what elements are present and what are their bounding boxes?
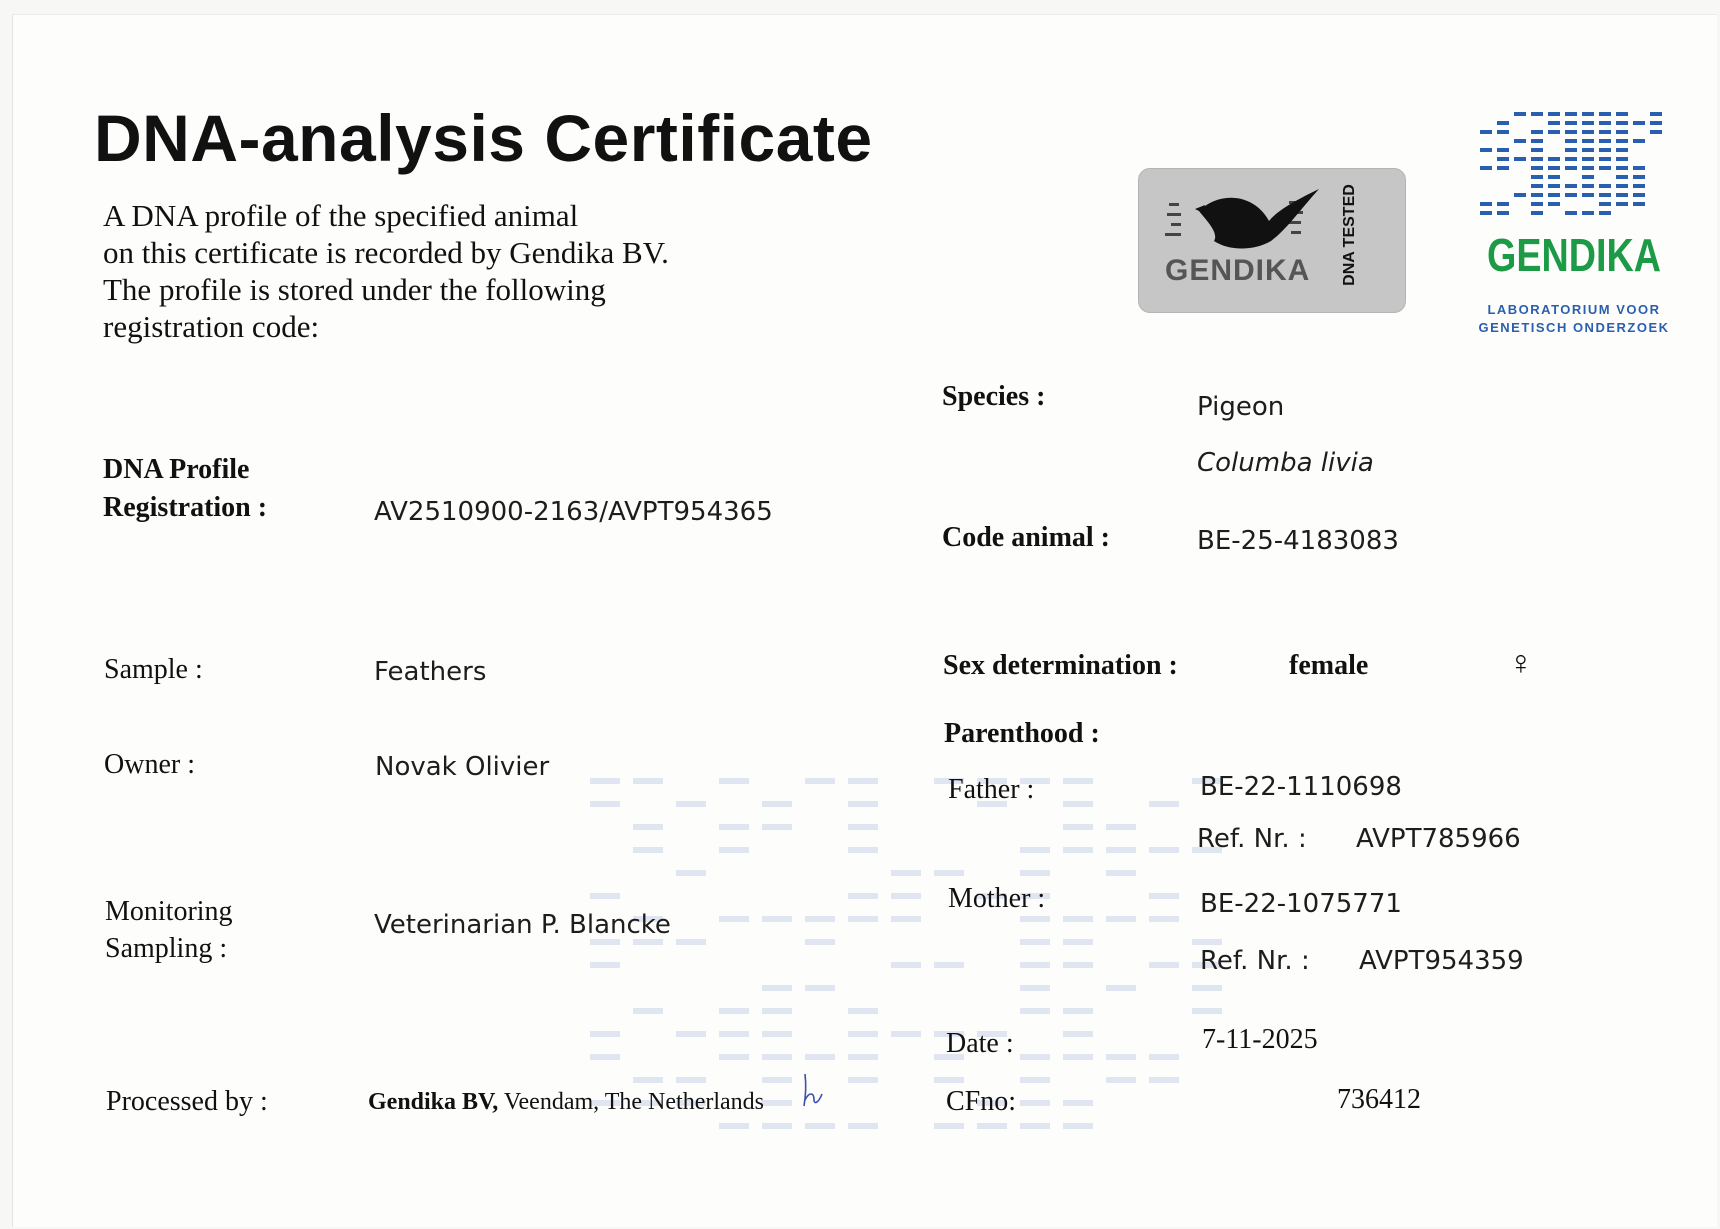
watermark-dash bbox=[1020, 985, 1050, 991]
logo-dash bbox=[1616, 112, 1628, 116]
watermark-dash bbox=[1063, 962, 1093, 968]
watermark-dash bbox=[891, 893, 921, 899]
watermark-dash bbox=[590, 778, 620, 784]
intro-line: A DNA profile of the specified animal bbox=[103, 198, 579, 233]
logo-dash bbox=[1599, 166, 1611, 170]
owner-label: Owner : bbox=[104, 749, 195, 780]
watermark-dash bbox=[676, 1077, 706, 1083]
dna-registration-value: AV2510900-2163/AVPT954365 bbox=[374, 497, 773, 527]
intro-paragraph bbox=[103, 197, 803, 345]
mother-ref-label: Ref. Nr. : bbox=[1200, 946, 1310, 976]
watermark-dash bbox=[934, 870, 964, 876]
female-symbol-icon: ♀ bbox=[1508, 645, 1534, 682]
watermark-dash bbox=[848, 801, 878, 807]
processed-label: Processed by : bbox=[106, 1086, 268, 1117]
logo-dash bbox=[1565, 139, 1577, 143]
logo-dash bbox=[1548, 112, 1560, 116]
logo-dash bbox=[1514, 157, 1526, 161]
owner-value: Novak Olivier bbox=[375, 752, 550, 782]
logo-dash bbox=[1616, 193, 1628, 197]
logo-dash bbox=[1633, 175, 1645, 179]
logo-dash bbox=[1582, 211, 1594, 215]
watermark-dash bbox=[1063, 824, 1093, 830]
logo-dash bbox=[1582, 139, 1594, 143]
watermark-dash bbox=[891, 870, 921, 876]
watermark-dash bbox=[719, 1054, 749, 1060]
logo-dash bbox=[1599, 202, 1611, 206]
intro-line: on this certificate is recorded by Gendika BV. bbox=[103, 235, 669, 270]
logo-dash bbox=[1548, 193, 1560, 197]
watermark-dash bbox=[1063, 801, 1093, 807]
logo-dash bbox=[1633, 184, 1645, 188]
watermark-dash bbox=[762, 1123, 792, 1129]
cfno-value: 736412 bbox=[1337, 1084, 1421, 1115]
watermark-dash bbox=[805, 778, 835, 784]
watermark-dash bbox=[1192, 985, 1222, 991]
logo-dash bbox=[1514, 139, 1526, 143]
monitoring-value: Veterinarian P. Blancke bbox=[374, 910, 671, 940]
watermark-dash bbox=[1020, 939, 1050, 945]
watermark-dash bbox=[719, 824, 749, 830]
dna-logo-icon bbox=[1474, 110, 1674, 218]
watermark-dash bbox=[1192, 939, 1222, 945]
logo-name: GENDIKA bbox=[1487, 229, 1661, 281]
monitoring-label: Monitoring bbox=[105, 896, 233, 927]
logo-dash bbox=[1497, 157, 1509, 161]
watermark-dash bbox=[934, 1123, 964, 1129]
logo-dash bbox=[1599, 112, 1611, 116]
logo-dash bbox=[1565, 193, 1577, 197]
logo-dash bbox=[1599, 157, 1611, 161]
watermark-dash bbox=[848, 824, 878, 830]
watermark-dash bbox=[633, 1008, 663, 1014]
logo-dash bbox=[1582, 184, 1594, 188]
species-label: Species : bbox=[942, 381, 1046, 412]
logo-dash bbox=[1650, 130, 1662, 134]
gendika-logo bbox=[1464, 110, 1684, 340]
logo-dash bbox=[1633, 139, 1645, 143]
sample-label: Sample : bbox=[104, 654, 203, 685]
code-animal-value: BE-25-4183083 bbox=[1197, 526, 1399, 556]
logo-dash bbox=[1565, 121, 1577, 125]
watermark-dash bbox=[1063, 1008, 1093, 1014]
watermark-dash bbox=[805, 1054, 835, 1060]
logo-dash bbox=[1616, 157, 1628, 161]
watermark-dash bbox=[1020, 962, 1050, 968]
logo-dash bbox=[1616, 175, 1628, 179]
watermark-dash bbox=[848, 1054, 878, 1060]
watermark-dash bbox=[891, 916, 921, 922]
logo-subtitle: LABORATORIUM VOOR bbox=[1487, 302, 1661, 317]
logo-dash bbox=[1531, 148, 1543, 152]
logo-dash bbox=[1497, 166, 1509, 170]
logo-dash bbox=[1599, 184, 1611, 188]
watermark-dash bbox=[1063, 1123, 1093, 1129]
watermark-dash bbox=[1063, 1100, 1093, 1106]
logo-dash bbox=[1582, 148, 1594, 152]
watermark-dash bbox=[633, 778, 663, 784]
watermark-dash bbox=[1063, 916, 1093, 922]
watermark-dash bbox=[1149, 962, 1179, 968]
dna-tested-stamp bbox=[1138, 168, 1406, 313]
logo-dash bbox=[1582, 130, 1594, 134]
intro-line: registration code: bbox=[103, 309, 320, 344]
watermark-dash bbox=[805, 916, 835, 922]
watermark-dash bbox=[590, 893, 620, 899]
certificate-title: DNA-analysis Certificate bbox=[94, 101, 873, 175]
cfno-label: CFno: bbox=[946, 1086, 1017, 1117]
watermark-dash bbox=[1063, 1054, 1093, 1060]
watermark-dash bbox=[719, 1008, 749, 1014]
watermark-dash bbox=[762, 985, 792, 991]
parenthood-label: Parenthood : bbox=[944, 718, 1100, 749]
watermark-dash bbox=[762, 1031, 792, 1037]
logo-dash bbox=[1480, 148, 1492, 152]
watermark-dash bbox=[1020, 1123, 1050, 1129]
species-latin-value: Columba livia bbox=[1197, 448, 1374, 478]
logo-dash bbox=[1480, 166, 1492, 170]
logo-dash bbox=[1531, 166, 1543, 170]
logo-dash bbox=[1548, 121, 1560, 125]
sampling-label: Sampling : bbox=[105, 933, 228, 964]
watermark-dash bbox=[590, 1054, 620, 1060]
stamp-vertical-label bbox=[1335, 174, 1365, 304]
logo-dash bbox=[1497, 148, 1509, 152]
logo-dash bbox=[1548, 175, 1560, 179]
watermark-dash bbox=[633, 1077, 663, 1083]
watermark-dash bbox=[676, 939, 706, 945]
logo-dash bbox=[1531, 139, 1543, 143]
logo-dash bbox=[1616, 184, 1628, 188]
logo-dash bbox=[1616, 139, 1628, 143]
logo-dash bbox=[1565, 211, 1577, 215]
watermark-dash bbox=[1106, 1054, 1136, 1060]
watermark-dash bbox=[1106, 985, 1136, 991]
watermark-dash bbox=[1020, 847, 1050, 853]
watermark-dash bbox=[633, 847, 663, 853]
watermark-dash bbox=[1149, 893, 1179, 899]
logo-dash bbox=[1616, 148, 1628, 152]
mother-label: Mother : bbox=[948, 883, 1046, 914]
code-animal-label: Code animal : bbox=[942, 522, 1110, 553]
watermark-dash bbox=[1020, 1008, 1050, 1014]
initials-mark bbox=[800, 1070, 826, 1110]
logo-dash bbox=[1616, 130, 1628, 134]
watermark-dash bbox=[805, 1123, 835, 1129]
watermark-dash bbox=[1149, 1077, 1179, 1083]
sex-determination-label: Sex determination : bbox=[943, 650, 1178, 681]
watermark-dash bbox=[719, 778, 749, 784]
watermark-dash bbox=[633, 824, 663, 830]
sample-value: Feathers bbox=[374, 657, 487, 687]
logo-dash bbox=[1531, 175, 1543, 179]
logo-dash bbox=[1599, 211, 1611, 215]
watermark-dash bbox=[590, 962, 620, 968]
dna-registration-label: Registration : bbox=[103, 492, 268, 523]
logo-dash bbox=[1548, 184, 1560, 188]
watermark-dash bbox=[762, 801, 792, 807]
logo-dash bbox=[1650, 121, 1662, 125]
mother-value: BE-22-1075771 bbox=[1200, 889, 1402, 919]
sex-value: female bbox=[1289, 650, 1369, 681]
watermark-dash bbox=[762, 824, 792, 830]
watermark-dash bbox=[1063, 939, 1093, 945]
logo-dash bbox=[1531, 157, 1543, 161]
stamp-vertical-text: DNA TESTED bbox=[1341, 184, 1358, 286]
watermark-dash bbox=[719, 1123, 749, 1129]
watermark-dash bbox=[848, 1008, 878, 1014]
dna-profile-label: DNA Profile bbox=[103, 454, 250, 485]
logo-dash bbox=[1616, 166, 1628, 170]
watermark-dash bbox=[590, 1031, 620, 1037]
logo-dash bbox=[1548, 202, 1560, 206]
watermark-dash bbox=[719, 916, 749, 922]
watermark-dash bbox=[848, 916, 878, 922]
logo-dash bbox=[1565, 184, 1577, 188]
watermark-dash bbox=[848, 778, 878, 784]
mother-ref-value: AVPT954359 bbox=[1359, 946, 1524, 976]
watermark-dash bbox=[1192, 1008, 1222, 1014]
watermark-dash bbox=[590, 801, 620, 807]
watermark-dash bbox=[1063, 1031, 1093, 1037]
watermark-dash bbox=[848, 893, 878, 899]
watermark-dash bbox=[676, 801, 706, 807]
logo-dash bbox=[1548, 166, 1560, 170]
date-value: 7-11-2025 bbox=[1202, 1024, 1318, 1055]
logo-dash bbox=[1480, 211, 1492, 215]
logo-dash bbox=[1633, 202, 1645, 206]
logo-dash bbox=[1531, 130, 1543, 134]
logo-dash bbox=[1565, 166, 1577, 170]
watermark-dash bbox=[719, 1031, 749, 1037]
logo-dash bbox=[1497, 211, 1509, 215]
logo-dash bbox=[1582, 157, 1594, 161]
logo-dash bbox=[1633, 193, 1645, 197]
date-label: Date : bbox=[946, 1028, 1014, 1059]
watermark-dash bbox=[1106, 916, 1136, 922]
processed-value bbox=[368, 1089, 764, 1116]
watermark-dash bbox=[1149, 847, 1179, 853]
logo-dash bbox=[1633, 121, 1645, 125]
watermark-dash bbox=[1149, 916, 1179, 922]
logo-dash bbox=[1582, 193, 1594, 197]
watermark-dash bbox=[762, 1008, 792, 1014]
logo-dash bbox=[1514, 193, 1526, 197]
watermark-dash bbox=[1063, 778, 1093, 784]
watermark-dash bbox=[1106, 1077, 1136, 1083]
watermark-dash bbox=[719, 847, 749, 853]
processed-company: Gendika BV, bbox=[368, 1089, 499, 1115]
watermark-dash bbox=[934, 962, 964, 968]
watermark-dash bbox=[1106, 824, 1136, 830]
logo-dash bbox=[1582, 121, 1594, 125]
watermark-dash bbox=[1020, 916, 1050, 922]
logo-dash bbox=[1599, 148, 1611, 152]
father-ref-label: Ref. Nr. : bbox=[1197, 824, 1307, 854]
logo-dash bbox=[1599, 130, 1611, 134]
species-common-value: Pigeon bbox=[1197, 392, 1285, 422]
stamp-brand: GENDIKA bbox=[1165, 254, 1311, 287]
watermark-dash bbox=[1063, 847, 1093, 853]
watermark-dash bbox=[1020, 870, 1050, 876]
watermark-dash bbox=[1020, 1077, 1050, 1083]
watermark-dash bbox=[1020, 1100, 1050, 1106]
watermark-dash bbox=[805, 939, 835, 945]
watermark-dash bbox=[1106, 870, 1136, 876]
logo-dash bbox=[1548, 130, 1560, 134]
logo-dash bbox=[1565, 148, 1577, 152]
logo-dash bbox=[1565, 112, 1577, 116]
logo-dash bbox=[1480, 130, 1492, 134]
watermark-dash bbox=[848, 1123, 878, 1129]
logo-dash bbox=[1514, 112, 1526, 116]
logo-dash bbox=[1582, 166, 1594, 170]
watermark-dash bbox=[762, 916, 792, 922]
watermark-dash bbox=[805, 985, 835, 991]
watermark-dash bbox=[762, 1077, 792, 1083]
bird-icon bbox=[1159, 181, 1339, 261]
processed-location: Veendam, The Netherlands bbox=[503, 1089, 764, 1115]
father-value: BE-22-1110698 bbox=[1200, 772, 1402, 802]
watermark-dash bbox=[1106, 847, 1136, 853]
logo-dash bbox=[1497, 202, 1509, 206]
logo-dash bbox=[1616, 121, 1628, 125]
watermark-dash bbox=[891, 1031, 921, 1037]
logo-dash bbox=[1582, 175, 1594, 179]
logo-dash bbox=[1531, 202, 1543, 206]
logo-dash bbox=[1480, 202, 1492, 206]
watermark-dash bbox=[1149, 801, 1179, 807]
logo-dash bbox=[1565, 157, 1577, 161]
watermark-dash bbox=[762, 1100, 792, 1106]
intro-line: The profile is stored under the following bbox=[103, 272, 606, 307]
watermark-dash bbox=[1149, 1054, 1179, 1060]
watermark-dash bbox=[848, 1077, 878, 1083]
logo-dash bbox=[1565, 130, 1577, 134]
watermark-dash bbox=[891, 962, 921, 968]
logo-dash bbox=[1497, 121, 1509, 125]
logo-dash bbox=[1497, 130, 1509, 134]
watermark-dash bbox=[977, 1123, 1007, 1129]
logo-dash bbox=[1531, 184, 1543, 188]
logo-dash bbox=[1633, 166, 1645, 170]
logo-dash bbox=[1599, 193, 1611, 197]
logo-dash bbox=[1599, 121, 1611, 125]
logo-dash bbox=[1616, 202, 1628, 206]
logo-dash bbox=[1582, 112, 1594, 116]
logo-dash bbox=[1531, 211, 1543, 215]
watermark-dash bbox=[1020, 1054, 1050, 1060]
logo-dash bbox=[1599, 139, 1611, 143]
father-ref-value: AVPT785966 bbox=[1356, 824, 1521, 854]
logo-dash bbox=[1548, 157, 1560, 161]
watermark-dash bbox=[676, 1031, 706, 1037]
watermark-dash bbox=[848, 847, 878, 853]
watermark-dash bbox=[762, 1054, 792, 1060]
logo-subtitle: GENETISCH ONDERZOEK bbox=[1478, 320, 1670, 335]
father-label: Father : bbox=[948, 774, 1035, 805]
watermark-dash bbox=[934, 1077, 964, 1083]
logo-dash bbox=[1531, 112, 1543, 116]
logo-dash bbox=[1531, 193, 1543, 197]
logo-dash bbox=[1650, 112, 1662, 116]
watermark-dash bbox=[676, 870, 706, 876]
watermark-dash bbox=[848, 1031, 878, 1037]
